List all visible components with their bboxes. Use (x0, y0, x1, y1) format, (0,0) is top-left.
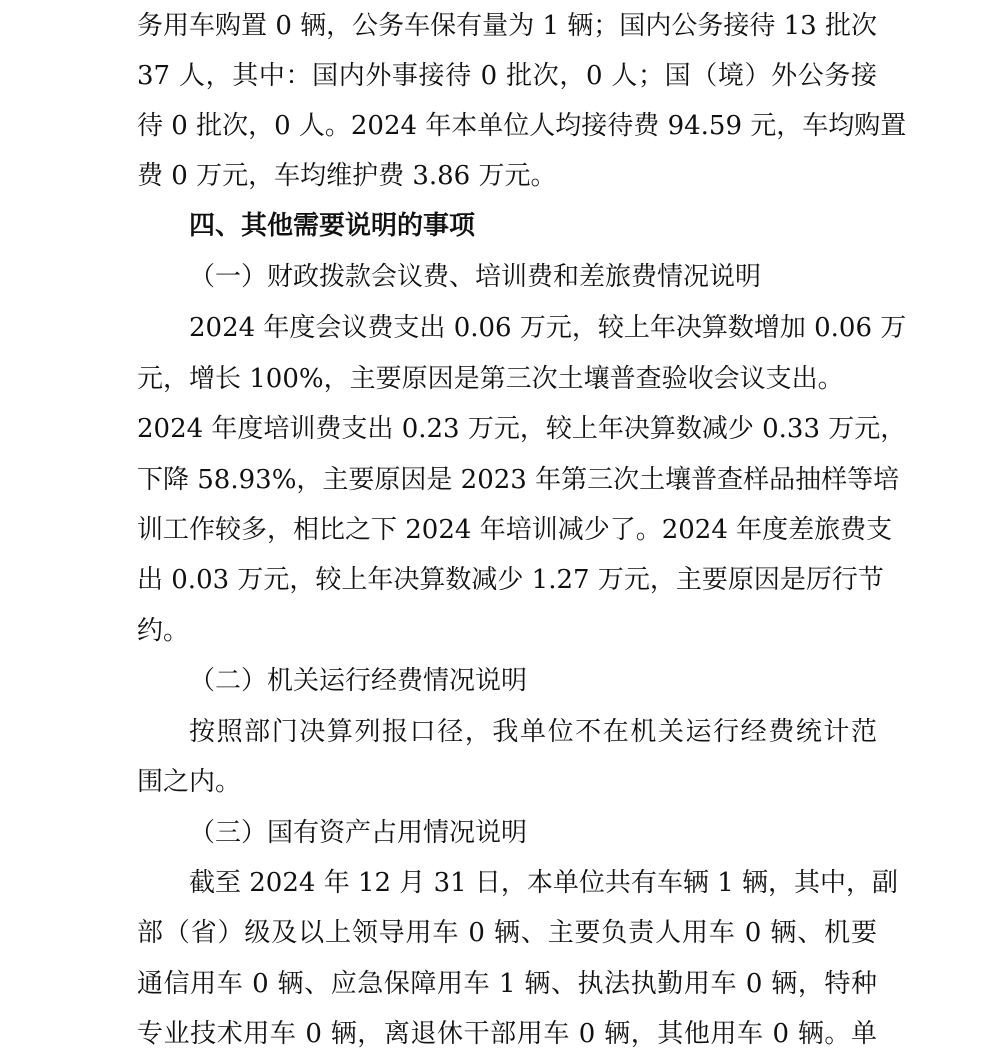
text-line-3: 待 0 批次，0 人。2024 年本单位人均接待费 94.59 元，车均购置 (137, 111, 907, 141)
text-line-18: 截至 2024 年 12 月 31 日，本单位共有车辆 1 辆，其中，副 (189, 868, 898, 898)
text-line-13: 约。 (137, 616, 190, 646)
text-line-16: 围之内。 (137, 767, 242, 797)
text-line-8: 元，增长 100%，主要原因是第三次土壤普查验收会议支出。 (137, 364, 844, 394)
text-line-11: 训工作较多，相比之下 2024 年培训减少了。2024 年度差旅费支 (137, 515, 893, 545)
text-line-7: 2024 年度会议费支出 0.06 万元，较上年决算数增加 0.06 万 (189, 313, 907, 343)
text-line-21: 专业技术用车 0 辆，离退休干部用车 0 辆，其他用车 0 辆。单 (137, 1019, 877, 1049)
text-line-12: 出 0.03 万元，较上年决算数减少 1.27 万元，主要原因是厉行节 (137, 565, 884, 595)
section-heading-4: 四、其他需要说明的事项 (189, 211, 476, 241)
text-line-20: 通信用车 0 辆、应急保障用车 1 辆、执法执勤用车 0 辆，特种 (137, 969, 877, 999)
text-line-9: 2024 年度培训费支出 0.23 万元，较上年决算数减少 0.33 万元， (137, 414, 907, 444)
text-line-10: 下降 58.93%，主要原因是 2023 年第三次土壤普查样品抽样等培 (137, 465, 900, 495)
text-line-4: 费 0 万元，车均维护费 3.86 万元。 (137, 161, 557, 191)
subheading-2: （二）机关运行经费情况说明 (189, 666, 528, 696)
text-line-15: 按照部门决算列报口径，我单位不在机关运行经费统计范 (189, 717, 877, 747)
subheading-1: （一）财政拨款会议费、培训费和差旅费情况说明 (189, 262, 762, 292)
text-line-19: 部（省）级及以上领导用车 0 辆、主要负责人用车 0 辆、机要 (137, 918, 877, 948)
text-line-1: 务用车购置 0 辆，公务车保有量为 1 辆；国内公务接待 13 批次 (137, 11, 877, 41)
text-line-2: 37 人，其中：国内外事接待 0 批次，0 人；国（境）外公务接 (137, 61, 877, 91)
subheading-3: （三）国有资产占用情况说明 (189, 818, 528, 848)
